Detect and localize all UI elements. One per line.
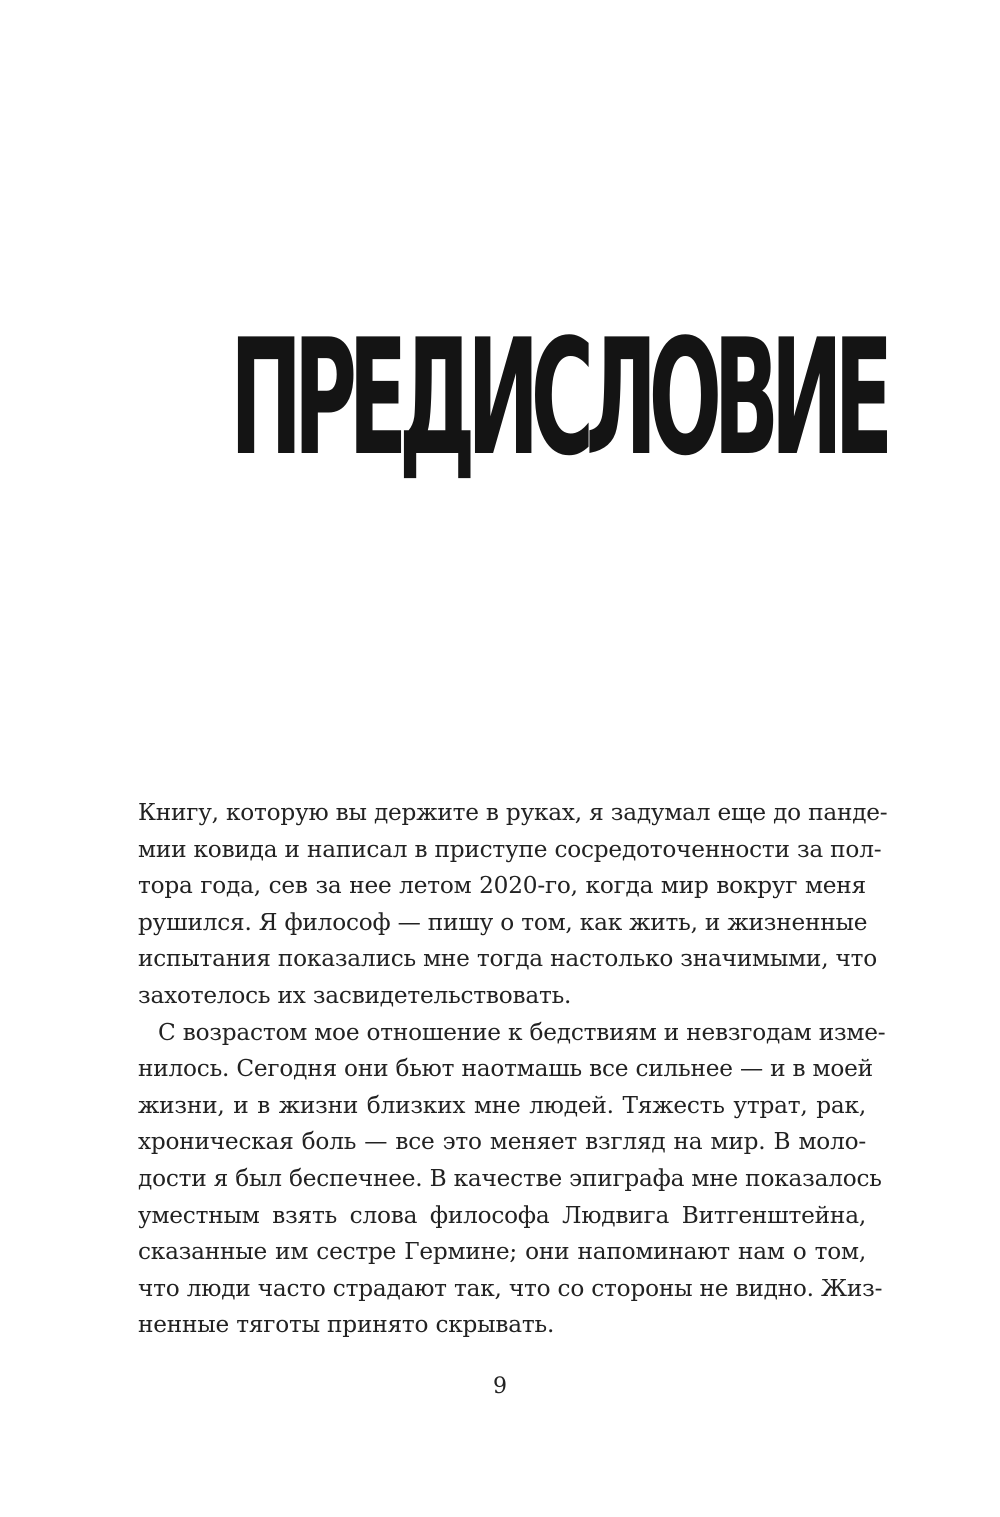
paragraph-2 (138, 1015, 886, 1344)
text-line: жизни, и в жизни близких мне людей. Тяжесть утрат, рак, (138, 1091, 866, 1119)
text-line: уместным взять слова философа Людвига Витгенштейна, (138, 1201, 866, 1229)
text-line: Книгу, которую вы держите в руках, я задумал еще до панде- (138, 799, 888, 826)
text-line: мии ковида и написал в приступе сосредоточенности за пол- (138, 835, 882, 863)
text-line: ненные тяготы принято скрывать. (138, 1311, 555, 1339)
text-line: хроническая боль — все это меняет взгляд на мир. В моло- (138, 1128, 866, 1156)
text-line: испытания показались мне тогда настолько значимыми, что (138, 945, 878, 973)
text-line: С возрастом мое отношение к бедствиям и невзгодам изме- (158, 1018, 886, 1046)
chapter-title: ПРЕДИСЛОВИЕ (230, 304, 885, 491)
body-text (138, 795, 888, 1344)
text-line: рушился. Я философ — пишу о том, как жить, и жизненные (138, 908, 868, 936)
text-line: захотелось их засвидетельствовать. (138, 981, 572, 1009)
paragraph-1 (138, 795, 888, 1015)
text-line: что люди часто страдают так, что со стороны не видно. Жиз- (138, 1274, 883, 1302)
text-line: сказанные им сестре Гермине; они напоминают нам о том, (138, 1238, 866, 1266)
text-line: нилось. Сегодня они бьют наотмашь все сильнее — и в моей (138, 1055, 873, 1083)
text-line: тора года, сев за нее летом 2020-го, когда мир вокруг меня (138, 872, 866, 900)
page-number: 9 (493, 1374, 507, 1399)
text-line: дости я был беспечнее. В качестве эпиграфа мне показалось (138, 1164, 882, 1192)
